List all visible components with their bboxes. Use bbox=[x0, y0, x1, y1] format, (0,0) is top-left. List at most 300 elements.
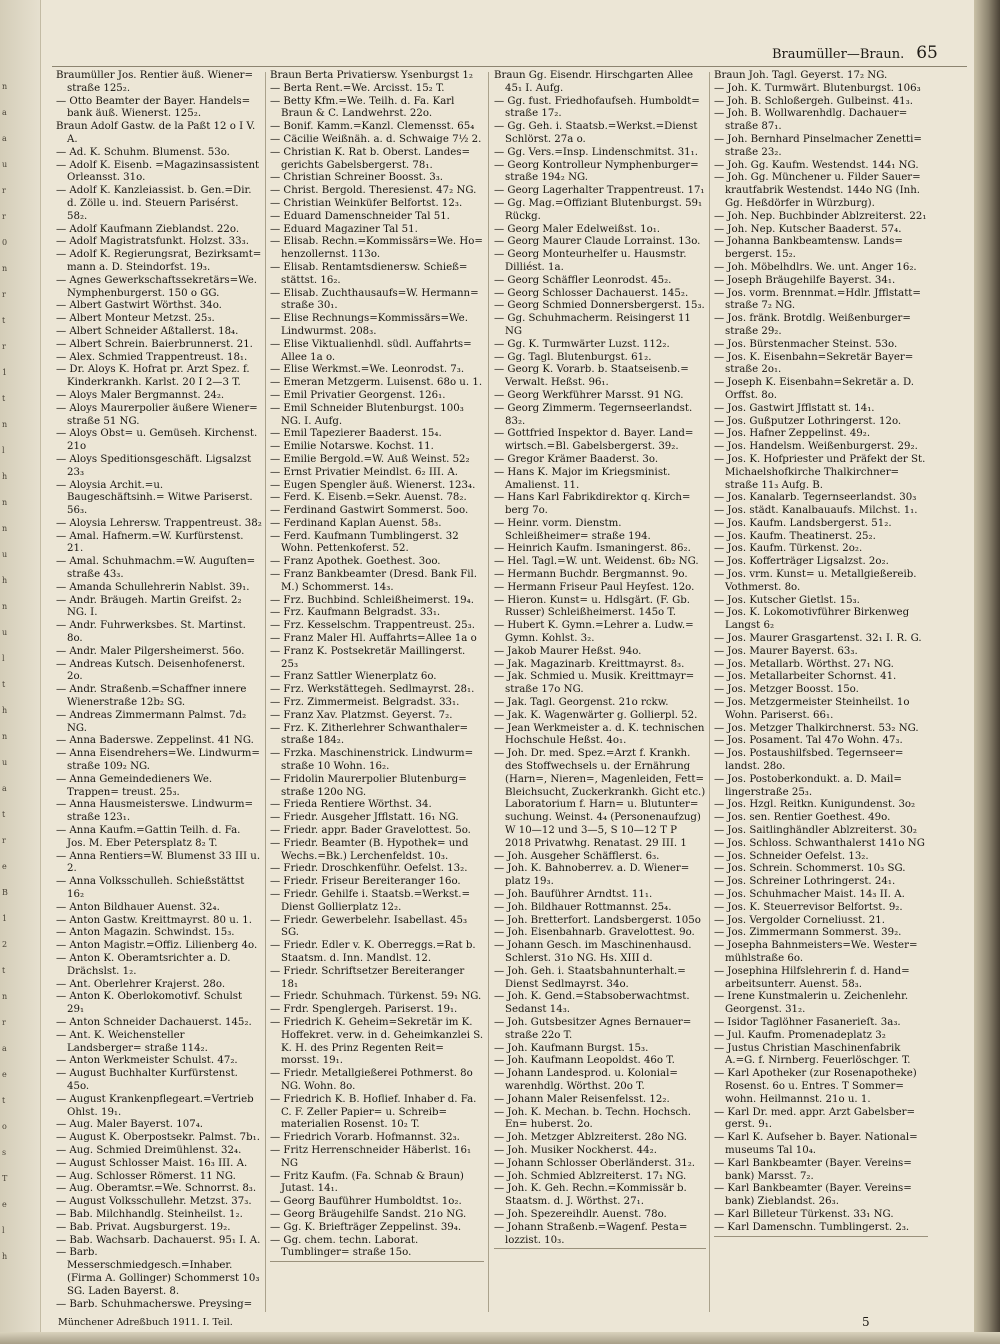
directory-entry: — Aloys Speditionsgeschäft. Ligsalzst 23₃ bbox=[56, 453, 252, 478]
directory-entry: — Hans Karl Fabrikdirektor q. Kirch= berg 7o. bbox=[494, 492, 691, 517]
directory-entry: — Georg Monteurhelfer u. Hausmstr. Dilliést. 1a. bbox=[494, 249, 687, 273]
directory-entry: — Jos. Schneider Oefelst. 13₂. bbox=[714, 850, 869, 862]
directory-entry: — August K. Oberpostsekr. Palmst. 7b₁. bbox=[56, 1132, 260, 1144]
directory-entry: — Joh. Geh. i. Staatsbahnunterhalt.= Dienst Sedlmayrst. 34o. bbox=[494, 965, 686, 990]
directory-entry: — Anton Gastw. Kreittmayrst. 80 u. 1. bbox=[56, 914, 252, 926]
directory-entry: — Emil Privatier Georgenst. 126₁. bbox=[270, 389, 446, 401]
directory-entry: — Karl K. Aufseher b. Bayer. National= museums Tal 10₄. bbox=[714, 1132, 918, 1156]
directory-entry: — Gg. fust. Friedhofaufseh. Humboldt= straße 17₂. bbox=[494, 95, 700, 120]
directory-entry: — Aug. Oberamtsr.=We. Schnorrst. 8₃. bbox=[56, 1183, 257, 1195]
directory-entry: — Eduard Magaziner Tal 51. bbox=[270, 223, 418, 235]
directory-entry: — Joh. K. Geh. Rechn.=Kommissär b. Staatsm. d. J. Wörthst. 27₁. bbox=[494, 1183, 687, 1208]
fold-fragment: h bbox=[2, 472, 8, 481]
directory-entry: — Jul. Kaufm. Promenadeplatz 3₂ bbox=[714, 1029, 886, 1041]
directory-entry: — Adolf Kaufmann Zieblandst. 22o. bbox=[56, 223, 240, 235]
directory-entry: — Anton Magistr.=Offiz. Lilienberg 4o. bbox=[56, 940, 258, 952]
directory-entry: — Jos. Postoberkondukt. a. D. Mail= lingerstraße 25₃. bbox=[714, 773, 902, 798]
directory-entry: — Frzka. Maschinenstrick. Lindwurm= straße 10 Wohn. 16₂. bbox=[270, 748, 474, 773]
directory-entry: — Amal. Schuhmachm.=W. Auguſten= straße 43₃. bbox=[56, 556, 256, 581]
directory-entry: — Anna Rentiers=W. Blumenst 33 III u. 2. bbox=[56, 850, 261, 875]
column-divider bbox=[265, 72, 266, 1312]
directory-entry: — Franz Xav. Platzmst. Geyerst. 7₂. bbox=[270, 709, 453, 721]
fold-fragment: h bbox=[2, 1252, 8, 1261]
directory-entry: — Hermann Friseur Paul Heyſest. 12o. bbox=[494, 581, 695, 593]
directory-entry: — Hel. Tagl.=W. unt. Weidenst. 6b₂ NG. bbox=[494, 556, 699, 568]
directory-entry: — Christian K. Rat b. Oberst. Landes= gerichts Gabelsbergerst. 78₁. bbox=[270, 146, 471, 171]
directory-entry: — Barb. Messerschmiedgesch.=Inhaber. (Firma A. Gollinger) Schommerst 10₃ SG. Laden Bayerst. 8. bbox=[56, 1247, 260, 1297]
directory-entry: — Georg Lagerhalter Trappentreust. 17₁ bbox=[494, 185, 705, 197]
imprint-footer: Münchener Adreßbuch 1911. I. Teil. bbox=[58, 1317, 233, 1328]
directory-entry: — Adolf K. Kanzleiassist. b. Gen.=Dir. d. Zölle u. ind. Steuern Parisérst. 58₂. bbox=[56, 185, 252, 222]
directory-entry: — Georg Schmied Donnersbergerst. 15₃. bbox=[494, 300, 705, 312]
directory-entry: — Jak. Magazinarb. Kreittmayrst. 8₃. bbox=[494, 658, 685, 670]
directory-entry: — Frz. Zimmermeist. Belgradst. 33₁. bbox=[270, 697, 460, 709]
directory-entry: — Joh. K. Bahnoberrev. a. D. Wiener= platz 19₃. bbox=[494, 863, 690, 888]
directory-entry: — Aug. Maler Bayerst. 107₄. bbox=[56, 1119, 204, 1131]
directory-entry: — Albert Monteur Metzst. 25₃. bbox=[56, 313, 215, 325]
directory-entry: — Aloys Maler Bergmannst. 24₂. bbox=[56, 389, 225, 401]
directory-entry: — Georg Bauführer Humboldtst. 1o₂. bbox=[270, 1196, 462, 1208]
directory-entry: — Georg Kontrolleur Nymphenburger= straße 194₂ NG. bbox=[494, 159, 699, 184]
directory-entry: — Ferd. Kaufmann Tumblingerst. 32 Wohn. Pettenkoferst. 52. bbox=[270, 530, 459, 555]
directory-entry: — Jos. Kutscher Gietlst. 15₃. bbox=[714, 594, 860, 606]
fold-fragment: 0 bbox=[2, 238, 8, 247]
fold-fragment: t bbox=[2, 680, 6, 689]
directory-entry: — Albert Schneider Aßtallerst. 18₄. bbox=[56, 325, 239, 337]
directory-entry: — Franz Sattler Wienerplatz 6o. bbox=[270, 671, 437, 683]
book-edge-right bbox=[974, 0, 1000, 1344]
directory-entry: — Jos. K. Lokomotivführer Birkenweg Langst 6₂ bbox=[714, 607, 910, 632]
directory-entry: — Joh. K. Gend.=Stabsoberwachtmst. Sedanst 14₃. bbox=[494, 991, 690, 1016]
directory-entry: — Hans K. Major im Kriegsminist. Amalienst. 11. bbox=[494, 466, 671, 491]
directory-entry: — Jos. K. Eisenbahn=Sekretär Bayer= straße 2o₁. bbox=[714, 351, 914, 376]
directory-entry: — Fridolin Maurerpolier Blutenburg= straße 120o NG. bbox=[270, 773, 467, 798]
directory-entry: — Joh. Kaufmann Leopoldst. 46o T. bbox=[494, 1055, 675, 1067]
directory-entry: — Jos. Bürstenmacher Steinst. 53o. bbox=[714, 338, 898, 350]
directory-entry: — Andr. Bräugeh. Martin Greifst. 2₂ NG. I. bbox=[56, 594, 242, 619]
directory-entry: — Joh. Ausgeher Schäfflerst. 6₃. bbox=[494, 850, 660, 862]
directory-entry: — Jos. Kofferträger Ligsalzst. 2o₂. bbox=[714, 556, 889, 568]
directory-entry: — Andr. Maler Pilgersheimerst. 56o. bbox=[56, 645, 245, 657]
fold-fragment: t bbox=[2, 966, 6, 975]
directory-entry: — Joh. K. Mechan. b. Techn. Hochsch. En= huberst. 2o. bbox=[494, 1106, 691, 1131]
directory-entry: — Ernst Privatier Meindlst. 6₂ III. A. bbox=[270, 466, 458, 478]
running-header bbox=[772, 42, 938, 64]
directory-entry: — Eugen Spengler äuß. Wienerst. 123₄. bbox=[270, 479, 476, 491]
directory-entry: — Aloysia Lehrersw. Trappentreust. 38₂ bbox=[56, 517, 262, 529]
fold-fragment: B bbox=[2, 888, 8, 897]
fold-fragment: r bbox=[2, 342, 6, 351]
directory-entry: — Jos. Saitlinghändler Ablzreiterst. 30₂ bbox=[714, 825, 917, 837]
directory-entry: — Elisab. Rechn.=Kommissärs=We. Ho= henzollernst. 113o. bbox=[270, 236, 483, 261]
directory-entry: — Joh. Möbelhdlrs. We. unt. Anger 16₂. bbox=[714, 261, 917, 273]
directory-entry: — Anna Baderswe. Zeppelinst. 41 NG. bbox=[56, 735, 254, 747]
fold-fragment: 1 bbox=[2, 368, 8, 377]
header-rule bbox=[52, 66, 967, 67]
directory-entry: — Bab. Wachsarb. Dachauerst. 95₁ I. A. bbox=[56, 1234, 261, 1246]
directory-entry: — Friedr. Schriftsetzer Bereiteranger 18₁ bbox=[270, 965, 465, 990]
directory-entry: — Eduard Damenschneider Tal 51. bbox=[270, 210, 450, 222]
directory-entry: — Jos. Schreiner Lothringerst. 24₁. bbox=[714, 876, 896, 888]
directory-entry: — Jos. K. Hofpriester und Präfekt der St. Michaelshofkirche Thalkirchner= straße 11₃ Aufg. B. bbox=[714, 453, 926, 491]
directory-entry: — Joh. K. Turmwärt. Blutenburgst. 106₃ bbox=[714, 82, 921, 94]
directory-entry: — August Volksschullehr. Metzst. 37₃. bbox=[56, 1196, 252, 1208]
directory-entry: — Jos. Metzgermeister Steinheilst. 1o Wohn. Pariserst. 66₁. bbox=[714, 697, 910, 721]
directory-entry: — Barb. Schuhmacherswe. Preysing= bbox=[56, 1298, 253, 1310]
directory-entry: — Jos. Postaushilfsbed. Tegernseer= landst. 28o. bbox=[714, 748, 904, 773]
directory-entry: — Johann Schlosser Oberländerst. 31₂. bbox=[494, 1157, 696, 1169]
directory-entry: — Bonif. Kamm.=Kanzl. Clemensst. 65₄ bbox=[270, 121, 475, 133]
directory-entry: — Andr. Fuhrwerksbes. St. Martinst. 8o. bbox=[56, 620, 246, 645]
fold-fragment: r bbox=[2, 186, 6, 195]
fold-fragment: u bbox=[2, 550, 8, 559]
directory-entry: — Albert Schrein. Baierbrunnerst. 21. bbox=[56, 338, 253, 350]
directory-entry: — Andreas Zimmermann Palmst. 7d₂ NG. bbox=[56, 709, 247, 734]
directory-entry: — Joh. Bretterfort. Landsbergerst. 105o bbox=[494, 914, 701, 926]
directory-entry: — Joh. B. Schloßergeh. Gulbeinst. 41₃. bbox=[714, 95, 913, 107]
directory-entry: — Frz. Kaufmann Belgradst. 33₁. bbox=[270, 607, 441, 619]
directory-entry: — Josephina Hilfslehrerin f. d. Hand= arbeitsunterr. Auenst. 58₃. bbox=[714, 965, 910, 990]
fold-fragment: a bbox=[2, 134, 7, 143]
directory-entry: — Cäcilie Weißnäh. a. d. Schwaige 7½ 2. bbox=[270, 133, 482, 145]
directory-entry: — Emilie Notarswe. Kochst. 11. bbox=[270, 441, 434, 453]
directory-entry: — Irene Kunstmalerin u. Zeichenlehr. Georgenst. 31₂. bbox=[714, 991, 909, 1016]
directory-entry: — Joh. Gutsbesitzer Agnes Bernauer= straße 22o T. bbox=[494, 1016, 692, 1041]
directory-entry: — Christian Schreiner Boosst. 3₃. bbox=[270, 172, 444, 184]
directory-entry: — Anna Volksschulleh. Schießstättst 16₂ bbox=[56, 876, 245, 900]
fold-fragment: t bbox=[2, 394, 6, 403]
directory-entry: — Karl Bankbeamter (Bayer. Vereins= bank) Marsst. 7₂. bbox=[714, 1157, 912, 1182]
running-title: Braumüller—Braun. bbox=[772, 47, 905, 62]
directory-entry: — Jak. K. Wagenwärter g. Gollierpl. 52. bbox=[494, 709, 698, 721]
directory-entry: — Gregor Krämer Baaderst. 3o. bbox=[494, 453, 659, 465]
directory-entry: — Anton Magazin. Schwindst. 15₃. bbox=[56, 927, 235, 939]
directory-entry: Braun Adolf Gastw. de la Paßt 12 o I V. A. bbox=[56, 121, 256, 145]
directory-entry: — Anton K. Oberamtsrichter a. D. Drächslst. 1₂. bbox=[56, 952, 231, 977]
fold-fragment: u bbox=[2, 628, 8, 637]
directory-entry: — Dr. Aloys K. Hofrat pr. Arzt Spez. f. Kinderkrankh. Karlst. 20 I 2—3 T. bbox=[56, 364, 250, 389]
directory-entry: — Joh. Nep. Kutscher Baaderst. 57₄. bbox=[714, 223, 902, 235]
directory-entry: — Jos. Zimmermann Sommerst. 39₂. bbox=[714, 927, 902, 939]
directory-entry: Braun Berta Privatiersw. Ysenburgst 1₂ bbox=[270, 70, 474, 81]
directory-entry: — Aloys Obst= u. Gemüseh. Kirchenst. 21o bbox=[56, 428, 258, 453]
directory-entry: — Johanna Bankbeamtensw. Lands= bergerst. 15₂. bbox=[714, 236, 903, 261]
directory-entry: — Hubert K. Gymn.=Lehrer a. Ludw.= Gymn. Kohlst. 3₂. bbox=[494, 620, 694, 645]
directory-entry: — Franz K. Postsekretär Maillingerst. 25₃ bbox=[270, 645, 466, 670]
directory-entry: — Gg. Mag.=Offiziant Blutenburgst. 59₁ Rückg. bbox=[494, 197, 703, 222]
directory-entry: — Elisab. Zuchthausaufs=W. Hermann= straße 30₁. bbox=[270, 287, 479, 312]
directory-entry: — Friedr. Ausgeher Jfflstatt. 16₁ NG. bbox=[270, 812, 459, 824]
directory-entry: — Frz. Buchbind. Schleißheimerst. 19₄. bbox=[270, 594, 474, 606]
fold-fragment: n bbox=[2, 82, 8, 91]
directory-entry: — Adolf K. Regierungsrat, Bezirksamt= mann a. D. Steindorfst. 19₃. bbox=[56, 249, 262, 273]
directory-entry: — Anna Hausmeisterswe. Lindwurm= straße 123₁. bbox=[56, 799, 254, 824]
directory-entry: — Justus Christian Maschinenfabrik A.=G. f. Nirnberg. Feuerlöschger. T. bbox=[714, 1042, 911, 1067]
directory-entry: — Emeran Metzgerm. Luisenst. 68o u. 1. bbox=[270, 377, 483, 389]
directory-entry: — Jos. Metallarbeiter Schornst. 41. bbox=[714, 671, 897, 683]
directory-entry: — Jos. Hafner Zeppelinst. 49₂. bbox=[714, 428, 871, 440]
directory-entry: — Georg Bräugehilfe Sandst. 21o NG. bbox=[270, 1208, 467, 1220]
fold-fragment: u bbox=[2, 758, 8, 767]
column-divider bbox=[709, 72, 710, 1312]
directory-entry: — Friedr. Metallgießerei Pothmerst. 8o NG. Wohn. 8o. bbox=[270, 1068, 473, 1092]
directory-entry: — Amanda Schullehrerin Nablst. 39₁. bbox=[56, 581, 250, 593]
fold-fragment: n bbox=[2, 498, 8, 507]
fold-fragment: n bbox=[2, 732, 8, 741]
directory-entry: — Friedr. appr. Bader Gravelottest. 5o. bbox=[270, 825, 471, 837]
directory-entry: — Hieron. Kunst= u. Hdlsgärt. (F. Gb. Russer) Schleißheimerst. 145o T. bbox=[494, 594, 691, 619]
directory-entry: — Jos. Kaufm. Landsbergerst. 51₂. bbox=[714, 517, 892, 529]
directory-entry: — Franz Apothek. Goethest. 3oo. bbox=[270, 556, 441, 568]
directory-entry: — Adolf K. Eisenb. =Magazinsassistent Orleansst. 31o. bbox=[56, 159, 260, 184]
directory-entry: — Joh. Dr. med. Spez.=Arzt f. Krankh. des Stoffwechsels u. der Ernährung (Harn=, Nieren=, Magenleiden, Fett= Bleichsucht, Zuckerkrankh. Gicht etc.) Laboratorium f. Harn= u. Blutunter= suchung. Weinst. 4₄ (Personenaufzug) W 10—12 und 3—5, S 10—12 T P 2018 Privatwhg. Renatast. 29 III. 1 bbox=[494, 748, 706, 849]
directory-entry: — Isidor Taglöhner Fasanerieſt. 3a₃. bbox=[714, 1016, 901, 1028]
signature-mark: 5 bbox=[862, 1315, 870, 1329]
directory-entry: — Jos. Vergolder Corneliusst. 21. bbox=[714, 914, 885, 926]
directory-entry: — Joh. Gg. Kaufm. Westendst. 144₁ NG. bbox=[714, 159, 919, 171]
directory-entry: — Betty Kfm.=We. Teilh. d. Fa. Karl Braun & C. Landwehrst. 22o. bbox=[270, 95, 455, 120]
fold-fragment: 1 bbox=[2, 914, 8, 923]
fold-fragment: h bbox=[2, 706, 8, 715]
directory-entry: — Karl Billeteur Türkenst. 33₁ NG. bbox=[714, 1208, 894, 1220]
directory-entry: — August Schlosser Maist. 16₃ III. A. bbox=[56, 1157, 248, 1169]
fold-fragment: u bbox=[2, 160, 8, 169]
directory-entry: — Berta Rent.=We. Arcisst. 15₂ T. bbox=[270, 82, 445, 94]
book-edge-bottom bbox=[0, 1332, 1000, 1344]
directory-entry: — Jos. Schrein. Schommerst. 10₃ SG. bbox=[714, 863, 906, 875]
directory-entry: — Aloys Maurerpolier äußere Wiener= straße 51 NG. bbox=[56, 402, 258, 427]
directory-entry: — Frdr. Spenglergeh. Pariserst. 19₁. bbox=[270, 1004, 458, 1016]
directory-entry: — Fritz Herrenschneider Häberlst. 16₁ NG bbox=[270, 1144, 472, 1169]
directory-entry: — Gg. Geh. i. Staatsb.=Werkst.=Dienst Schlörst. 27a o. bbox=[494, 121, 698, 145]
directory-entry: — Jos. fränk. Brotdlg. Weißenburger= straße 29₂. bbox=[714, 313, 911, 337]
fold-fragment: l bbox=[2, 654, 5, 663]
directory-entry: — Jak. Schmied u. Musik. Kreittmayr= straße 17o NG. bbox=[494, 671, 695, 696]
directory-entry: — Elisab. Rentamtsdienersw. Schieß= stättst. 16₂. bbox=[270, 261, 468, 286]
directory-entry: — Andr. Straßenb.=Schaffner innere Wienerstraße 12b₂ SG. bbox=[56, 684, 247, 709]
fold-fragment: r bbox=[2, 212, 6, 221]
directory-entry: — Ferd. K. Eisenb.=Sekr. Auenst. 78₂. bbox=[270, 492, 467, 504]
directory-entry: — Jos. städt. Kanalbauaufs. Milchst. 1₁. bbox=[714, 505, 918, 517]
directory-entry: — Gg. chem. techn. Laborat. Tumblinger= straße 15o. bbox=[270, 1235, 484, 1263]
directory-entry: — Georg Maler Edelweißst. 1o₁. bbox=[494, 223, 661, 235]
directory-entry: — Jos. sen. Rentier Goethest. 49o. bbox=[714, 812, 891, 824]
directory-entry: — Joseph Bräugehilfe Bayerst. 34₁. bbox=[714, 274, 896, 286]
directory-entry: — Friedrich K. B. Hoflief. Inhaber d. Fa. C. F. Zeller Papier= u. Schreib= materialien Rosenst. 10₂ T. bbox=[270, 1093, 477, 1131]
directory-entry: Braumüller Jos. Rentier äuß. Wiener= straße 125₂. bbox=[56, 70, 254, 94]
directory-entry: — Aug. Schmied Dreimühlenst. 32₄. bbox=[56, 1144, 242, 1156]
directory-entry: — Jakob Maurer Heßst. 94o. bbox=[494, 645, 642, 657]
fold-fragment: 2 bbox=[2, 940, 8, 949]
directory-entry: — Jean Werkmeister a. d. K. technischen Hochschule Heßst. 4o₁. bbox=[494, 722, 705, 747]
directory-entry: — Friedr. Edler v. K. Oberreggs.=Rat b. Staatsm. d. Inn. Mandlst. 12. bbox=[270, 940, 476, 964]
directory-entry: — Andreas Kutsch. Deisenhofenerst. 2o. bbox=[56, 658, 246, 683]
directory-entry: — Elise Rechnungs=Kommissärs=We. Lindwurmst. 208₃. bbox=[270, 313, 468, 337]
directory-entry: — Gg. Vers.=Insp. Lindenschmitst. 31₁. bbox=[494, 146, 698, 158]
directory-entry: — Joh. Kaufmann Burgst. 15₃. bbox=[494, 1042, 649, 1054]
page-number: 65 bbox=[916, 43, 938, 63]
directory-entry: — Ant. Oberlehrer Krajerst. 28o. bbox=[56, 978, 226, 990]
fold-fragment: e bbox=[2, 1200, 7, 1209]
directory-entry: — Albert Gastwirt Wörthst. 34o. bbox=[56, 300, 222, 312]
directory-entry: — Joh. Bernhard Pinselmacher Zenetti= straße 23₂. bbox=[714, 133, 922, 158]
column-2 bbox=[270, 70, 484, 1310]
fold-fragment: n bbox=[2, 264, 8, 273]
directory-entry: — Joh. Bildhauer Rottmannst. 25₄. bbox=[494, 901, 672, 913]
directory-entry: — Ferdinand Gastwirt Sommerst. 5oo. bbox=[270, 505, 469, 517]
fold-fragment: t bbox=[2, 316, 6, 325]
directory-entry: — Karl Dr. med. appr. Arzt Gabelsber= gerst. 9₁. bbox=[714, 1106, 916, 1131]
directory-entry: — Jos. K. Steuerrevisor Belfortst. 9₂. bbox=[714, 901, 903, 913]
fold-fragment: h bbox=[2, 576, 8, 585]
directory-entry: — Bab. Privat. Augsburgerst. 19₂. bbox=[56, 1221, 231, 1233]
directory-entry: — Jos. Kanalarb. Tegernseerlandst. 30₃ bbox=[714, 492, 917, 504]
fold-fragment: e bbox=[2, 862, 7, 871]
directory-entry: — Jos. Maurer Bayerst. 63₃. bbox=[714, 645, 858, 657]
directory-entry: — Jos. Kaufm. Theatinerst. 25₂. bbox=[714, 530, 876, 542]
fold-fragment: l bbox=[2, 1226, 5, 1235]
directory-entry: — Karl Damenschn. Tumblingerst. 2₃. bbox=[714, 1222, 928, 1237]
fold-fragment: a bbox=[2, 1044, 7, 1053]
directory-entry: — Jos. Maurer Grasgartenst. 32₁ I. R. G. bbox=[714, 633, 922, 645]
fold-fragment: T bbox=[2, 1174, 8, 1183]
fold-fragment: o bbox=[2, 1122, 7, 1131]
directory-entry: — Jos. Metallarb. Wörthst. 27₁ NG. bbox=[714, 658, 894, 670]
directory-entry: — Georg Zimmerm. Tegernseerlandst. 83₂. bbox=[494, 402, 693, 427]
directory-entry: — Jos. vrm. Kunst= u. Metallgießereib. Vothmerst. 8o. bbox=[714, 569, 917, 593]
directory-entry: — Emilie Bergold.=W. Auß Weinst. 52₂ bbox=[270, 453, 470, 465]
fold-fragment: a bbox=[2, 108, 7, 117]
directory-entry: — Jak. Tagl. Georgenst. 21o rckw. bbox=[494, 697, 669, 709]
directory-entry: — Joh. Schmied Ablzreiterst. 17₁ NG. bbox=[494, 1170, 687, 1182]
directory-entry: — August Buchhalter Kurfürstenst. 45o. bbox=[56, 1068, 238, 1092]
fold-fragment: s bbox=[2, 1148, 7, 1157]
directory-entry: — Elise Viktualienhdl. südl. Auffahrts= Allee 1a o. bbox=[270, 338, 472, 363]
directory-entry: — Heinrich Kaufm. Ismaningerst. 86₂. bbox=[494, 543, 691, 555]
directory-entry: — Friedr. Gewerbelehr. Isabellast. 45₃ SG. bbox=[270, 914, 468, 939]
directory-entry: — Franz Maler Hl. Auffahrts=Allee 1a o bbox=[270, 633, 477, 645]
directory-entry: — Anton Bildhauer Auenst. 32₄. bbox=[56, 901, 220, 913]
directory-entry: — Fritz Kaufm. (Fa. Schnab & Braun) Jutast. 14₁. bbox=[270, 1170, 464, 1195]
directory-entry: — Ant. K. Weichensteller Landsberger= straße 114₂. bbox=[56, 1029, 208, 1054]
directory-entry: — Hermann Buchdr. Bergmannst. 9o. bbox=[494, 569, 688, 581]
directory-entry: — Bab. Milchhandlg. Steinheilst. 1₂. bbox=[56, 1208, 243, 1220]
directory-entry: — Jos. Handelsm. Weißenburgerst. 29₂. bbox=[714, 441, 918, 453]
directory-entry: — Aloysia Archit.=u. Baugeschäftsinh.= Witwe Pariserst. 56₃. bbox=[56, 479, 253, 517]
directory-entry: — Jos. Gastwirt Jfflstatt st. 14₁. bbox=[714, 402, 875, 414]
directory-entry: — Frz. Werkstättegeh. Sedlmayrst. 28₁. bbox=[270, 684, 475, 696]
fold-fragment: r bbox=[2, 1018, 6, 1027]
directory-entry: — Gg. K. Briefträger Zeppelinst. 39₄. bbox=[270, 1221, 462, 1233]
fold-fragment: r bbox=[2, 290, 6, 299]
directory-entry: — Friedr. Droschkenführ. Oefelst. 13₂. bbox=[270, 863, 468, 875]
directory-entry: — Anton Werkmeister Schulst. 47₂. bbox=[56, 1055, 238, 1067]
fold-fragment: r bbox=[2, 836, 6, 845]
directory-entry: — Jos. Metzger Boosst. 15o. bbox=[714, 684, 859, 696]
directory-entry: — Johann Straßenb.=Wagenf. Pesta= lozzist. 10₃. bbox=[494, 1222, 706, 1250]
fold-fragment: n bbox=[2, 602, 8, 611]
directory-entry: — Christian Weinküfer Belfortst. 12₃. bbox=[270, 197, 463, 209]
directory-entry: — Otto Beamter der Bayer. Handels= bank äuß. Wienerst. 125₂. bbox=[56, 95, 251, 120]
directory-entry: — Heinr. vorm. Dienstm. Schleißheimer= straße 194. bbox=[494, 517, 651, 542]
directory-entry: — Georg Maurer Claude Lorrainst. 13o. bbox=[494, 236, 701, 248]
column-1 bbox=[56, 70, 262, 1310]
directory-entry: — Jos. Schloss. Schwanthalerst 141o NG bbox=[714, 837, 925, 849]
directory-entry: — Anton K. Oberlokomotivf. Schulst 29₁ bbox=[56, 991, 243, 1016]
fold-fragment: n bbox=[2, 524, 8, 533]
directory-entry: — August Krankenpflegeart.=Vertrieb Ohlst. 19₁. bbox=[56, 1093, 254, 1118]
directory-entry: — Friedrich K. Geheim=Sekretär im K. Hoffekret. verw. in d. Geheimkanzlei S. K. H. des Prinz Regenten Reit= morsst. 19₁. bbox=[270, 1016, 484, 1067]
directory-entry: — Jos. Schuhmacher Maist. 14₃ II. A. bbox=[714, 889, 905, 900]
directory-entry: — Gg. Tagl. Blutenburgst. 61₂. bbox=[494, 351, 652, 363]
directory-entry: — Amal. Hafnerm.=W. Kurfürstenst. 21. bbox=[56, 530, 244, 555]
directory-entry: — Joh. Metzger Ablzreiterst. 28o NG. bbox=[494, 1132, 687, 1144]
directory-entry: — Georg Schäffler Leonrodst. 45₂. bbox=[494, 274, 672, 286]
directory-entry: — Friedr. Friseur Bereiteranger 16o. bbox=[270, 876, 461, 888]
directory-entry: — Jos. Hzgl. Reitkn. Kunigundenst. 3o₂ bbox=[714, 799, 916, 811]
directory-entry: — Karl Apotheker (zur Rosenapotheke) Rosenst. 6o u. Entres. T Sommer= wohn. Heilmannst. 21o u. 1. bbox=[714, 1068, 917, 1105]
directory-entry: — Anna Gemeindedieners We. Trappen= treust. 25₃. bbox=[56, 773, 213, 798]
directory-entry: — Joh. B. Wollwarenhdlg. Dachauer= straße 87₁. bbox=[714, 108, 908, 133]
directory-entry: — Joh. Musiker Nockherst. 44₂. bbox=[494, 1144, 657, 1156]
directory-entry: — Johann Maler Reisenfelsst. 12₂. bbox=[494, 1093, 670, 1105]
adjacent-page-fold bbox=[0, 0, 41, 1344]
directory-entry: — Jos. Metzger Thalkirchnerst. 53₂ NG. bbox=[714, 722, 919, 734]
directory-entry: — Gottfried Inspektor d. Bayer. Land= wirtsch.=Bl. Gabelsbergerst. 39₂. bbox=[494, 428, 694, 453]
directory-entry: — Ad. K. Schuhm. Blumenst. 53o. bbox=[56, 146, 230, 158]
directory-entry: — Joh. Spezereihdlr. Auenst. 78o. bbox=[494, 1208, 667, 1220]
directory-entry: — Emil Schneider Blutenburgst. 100₃ NG. I. Aufg. bbox=[270, 402, 464, 427]
directory-entry: — Anna Eisendrehers=We. Lindwurm= straße 109₂ NG. bbox=[56, 748, 260, 773]
directory-entry: — Friedr. Gehilfe i. Staatsb.=Werkst.= Dienst Gollierplatz 12₂. bbox=[270, 889, 471, 913]
fold-fragment: e bbox=[2, 1070, 7, 1079]
directory-entry: — Joh. Nep. Buchbinder Ablzreiterst. 22₁ bbox=[714, 210, 927, 222]
directory-entry: — Jos. vorm. Brennmat.=Hdlr. Jfflstatt= straße 7₂ NG. bbox=[714, 287, 921, 312]
directory-entry: — Aug. Schlosser Römerst. 11 NG. bbox=[56, 1170, 236, 1182]
directory-entry: — Georg Werkführer Marsst. 91 NG. bbox=[494, 389, 684, 401]
directory-entry: — Friedr. Beamter (B. Hypothek= und Wechs.=Bk.) Lerchenfeldst. 10₃. bbox=[270, 837, 469, 862]
fold-fragment: a bbox=[2, 784, 7, 793]
fold-fragment: t bbox=[2, 810, 6, 819]
directory-entry: — Christ. Bergold. Theresienst. 47₂ NG. bbox=[270, 185, 477, 197]
directory-entry: — Franz Bankbeamter (Dresd. Bank Fil. M.) Schommerst. 14₃. bbox=[270, 569, 478, 593]
directory-entry: — Adolf Magistratsfunkt. Holzst. 33₃. bbox=[56, 236, 249, 248]
directory-entry: — Frz. Kesselschm. Trappentreust. 25₃. bbox=[270, 620, 475, 632]
directory-entry: Braun Gg. Eisendr. Hirschgarten Allee 45₁ I. Aufg. bbox=[494, 70, 694, 94]
directory-entry: — Elise Werkmst.=We. Leonrodst. 7₃. bbox=[270, 364, 465, 376]
directory-entry: — Joseph K. Eisenbahn=Sekretär a. D. Orffst. 8o. bbox=[714, 377, 915, 401]
directory-entry: — Frz. K. Zitherlehrer Schwanthaler= straße 184₂. bbox=[270, 722, 469, 747]
fold-fragment: l bbox=[2, 446, 5, 455]
directory-entry: — Gg. Schuhmacherm. Reisingerst 11 NG bbox=[494, 313, 691, 337]
directory-entry: — Karl Bankbeamter (Bayer. Vereins= bank) Zieblandst. 26₃. bbox=[714, 1183, 912, 1208]
directory-entry: — Anton Schneider Dachauerst. 145₂. bbox=[56, 1016, 252, 1028]
fold-fragment: n bbox=[2, 420, 8, 429]
fold-fragment: t bbox=[2, 1096, 6, 1105]
directory-entry: — Friedr. Schuhmach. Türkenst. 59₁ NG. bbox=[270, 991, 482, 1003]
directory-entry: — Jos. Posament. Tal 47o Wohn. 47₃. bbox=[714, 735, 903, 747]
directory-entry: — Alex. Schmied Trappentreust. 18₁. bbox=[56, 351, 248, 363]
column-divider bbox=[488, 72, 489, 1312]
directory-entry: — Anna Kaufm.=Gattin Teilh. d. Fa. Jos. M. Eber Petersplatz 8₂ T. bbox=[56, 825, 241, 849]
directory-entry: — Josepha Bahnmeisters=We. Wester= mühlstraße 6o. bbox=[714, 940, 918, 964]
directory-entry: — Georg Schlosser Dachauerst. 145₂. bbox=[494, 287, 689, 299]
directory-entry: — Jos. Kaufm. Türkenst. 2o₂. bbox=[714, 543, 863, 555]
directory-entry: — Joh. Bauführer Arndtst. 11₁. bbox=[494, 889, 653, 900]
directory-entry: — Georg K. Vorarb. b. Staatseisenb.= Verwalt. Heßst. 96₁. bbox=[494, 364, 689, 389]
directory-entry: — Johann Gesch. im Maschinenhausd. Schlerst. 31o NG. Hs. XIII d. bbox=[494, 940, 692, 964]
directory-entry: — Agnes Gewerkschaftssekretärs=We. Nymphenburgerst. 150 o GG. bbox=[56, 274, 258, 299]
